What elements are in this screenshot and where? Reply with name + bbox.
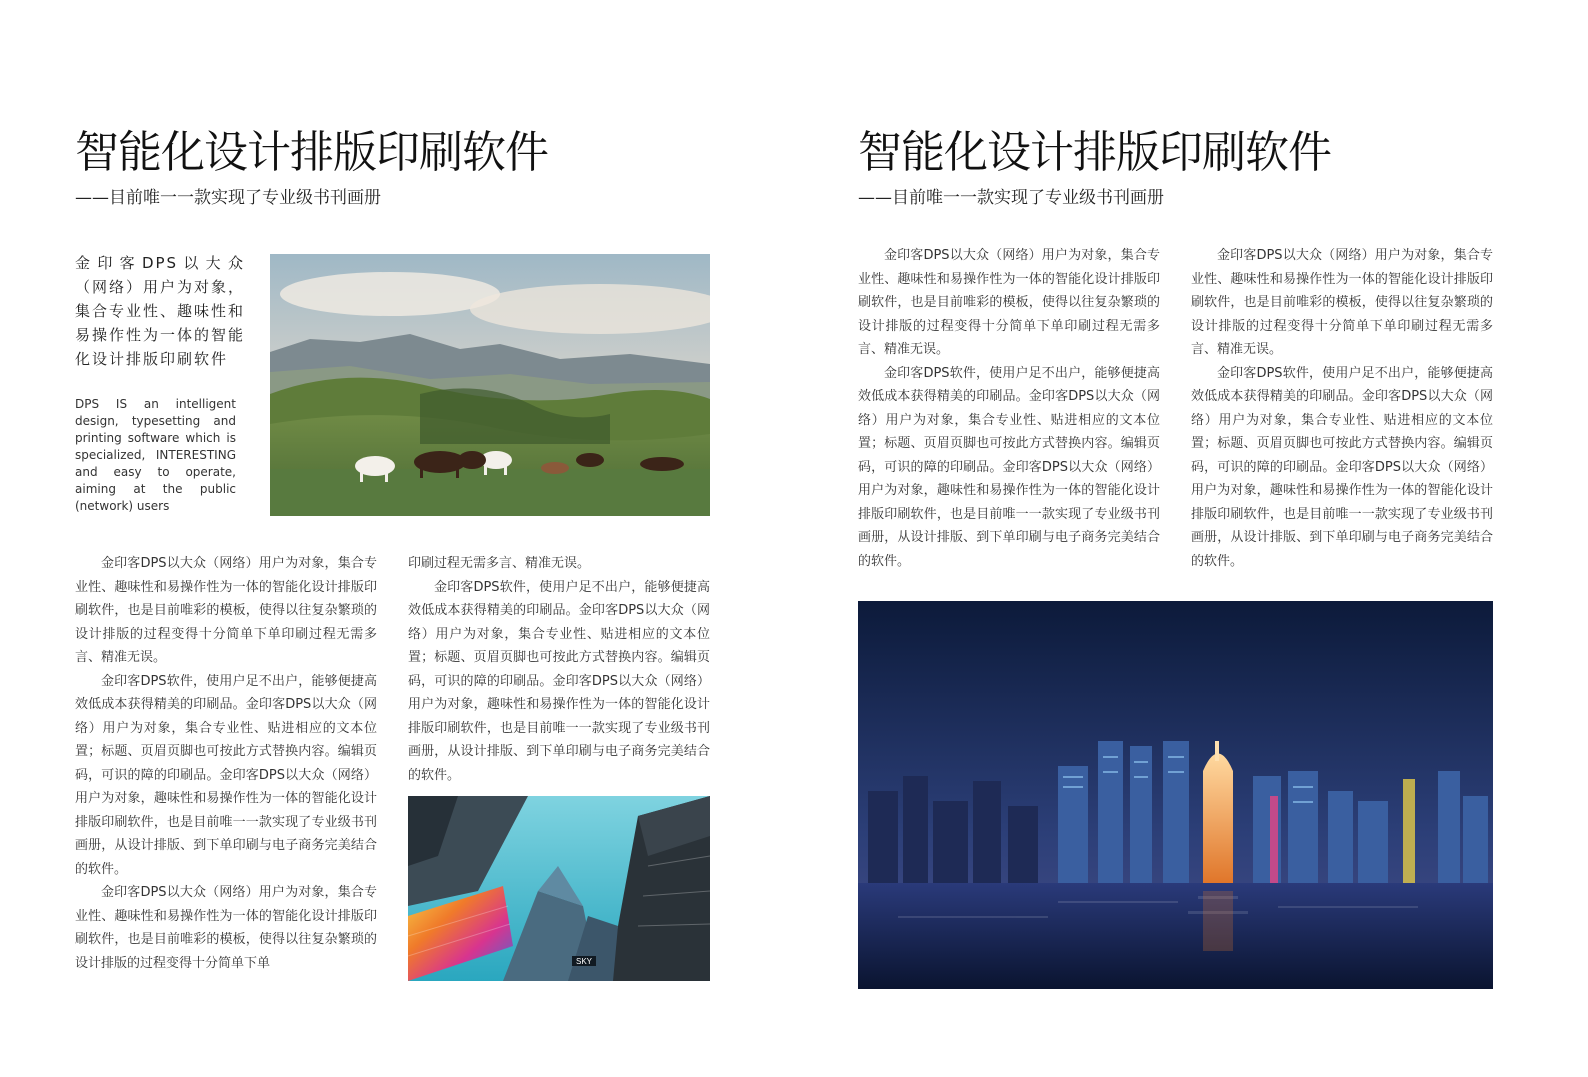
skyline-illustration: [858, 601, 1493, 989]
body-paragraph: 金印客DPS软件，使用户足不出户，能够便捷高效低成本获得精美的印刷品。金印客DPS以大众（网络）用户为对象，集合专业性、贴进相应的文本位置；标题、页眉页脚也可按此方式替换内容。编辑页码，可识的障的印刷品。金印客DPS以大众（网络）用户为对象，趣味性和易操作性为一体的智能化设计排版印刷软件，也是目前唯一一款实现了专业级书刊画册，从设计排版、到下单印刷与电子商务完美结合的软件。: [408, 579, 710, 783]
body-paragraph: 印刷过程无需多言、精准无误。: [408, 556, 591, 571]
body-paragraph: 金印客DPS以大众（网络）用户为对象，集合专业性、趣味性和易操作性为一体的智能化设计排版印刷软件，也是目前唯彩的模板，使得以往复杂繁琐的设计排版的过程变得十分简单下单印刷过程无需多言、精准无误。: [75, 556, 377, 665]
page-title: 智能化设计排版印刷软件: [858, 127, 1331, 178]
landscape-illustration: [270, 254, 710, 516]
right-page: [794, 0, 1588, 1077]
lead-paragraph-cn: 金印客DPS以大众（网络）用户为对象，集合专业性、趣味性和易操作性为一体的智能化设计排版印刷软件: [75, 254, 246, 368]
body-paragraph: 金印客DPS以大众（网络）用户为对象，集合专业性、趣味性和易操作性为一体的智能化设计排版印刷软件，也是目前唯彩的模板，使得以往复杂繁琐的设计排版的过程变得十分简单下单印刷过程无需多言、精准无误。: [1191, 248, 1493, 357]
body-paragraph: 金印客DPS软件，使用户足不出户，能够便捷高效低成本获得精美的印刷品。金印客DPS以大众（网络）用户为对象，集合专业性、贴进相应的文本位置；标题、页眉页脚也可按此方式替换内容。编辑页码，可识的障的印刷品。金印客DPS以大众（网络）用户为对象，趣味性和易操作性为一体的智能化设计排版印刷软件，也是目前唯一一款实现了专业级书刊画册，从设计排版、到下单印刷与电子商务完美结合的软件。: [75, 673, 377, 877]
body-column-1: [75, 552, 377, 982]
body-paragraph: 金印客DPS软件，使用户足不出户，能够便捷高效低成本获得精美的印刷品。金印客DPS以大众（网络）用户为对象，集合专业性、贴进相应的文本位置；标题、页眉页脚也可按此方式替换内容。编辑页码，可识的障的印刷品。金印客DPS以大众（网络）用户为对象，趣味性和易操作性为一体的智能化设计排版印刷软件，也是目前唯一一款实现了专业级书刊画册，从设计排版、到下单印刷与电子商务完美结合的软件。: [858, 365, 1160, 569]
body-column-2: [408, 552, 710, 792]
page-title: 智能化设计排版印刷软件: [75, 127, 548, 178]
body-paragraph: 金印客DPS以大众（网络）用户为对象，集合专业性、趣味性和易操作性为一体的智能化设计排版印刷软件，也是目前唯彩的模板，使得以往复杂繁琐的设计排版的过程变得十分简单下单印刷过程无需多言、精准无误。: [858, 248, 1160, 357]
page-subtitle: ——目前唯一一款实现了专业级书刊画册: [75, 188, 381, 208]
body-column-2: [1191, 244, 1493, 579]
lead-paragraph-en: DPS IS an intelligent design, typesetting and printing software which is specialized, INTERESTING and easy to operate, aiming at the public (network) users: [75, 397, 236, 513]
skyscrapers-illustration: [408, 796, 710, 981]
page-subtitle: ——目前唯一一款实现了专业级书刊画册: [858, 188, 1164, 208]
body-paragraph: 金印客DPS以大众（网络）用户为对象，集合专业性、趣味性和易操作性为一体的智能化设计排版印刷软件，也是目前唯彩的模板，使得以往复杂繁琐的设计排版的过程变得十分简单下单: [75, 885, 377, 971]
skyscrapers-photo: [408, 796, 710, 981]
night-skyline-photo: [858, 601, 1493, 989]
landscape-cattle-photo: [270, 254, 710, 516]
billboard-sign: SKY: [575, 957, 593, 966]
body-paragraph: 金印客DPS软件，使用户足不出户，能够便捷高效低成本获得精美的印刷品。金印客DPS以大众（网络）用户为对象，集合专业性、贴进相应的文本位置；标题、页眉页脚也可按此方式替换内容。编辑页码，可识的障的印刷品。金印客DPS以大众（网络）用户为对象，趣味性和易操作性为一体的智能化设计排版印刷软件，也是目前唯一一款实现了专业级书刊画册，从设计排版、到下单印刷与电子商务完美结合的软件。: [1191, 365, 1493, 569]
body-column-1: [858, 244, 1160, 579]
